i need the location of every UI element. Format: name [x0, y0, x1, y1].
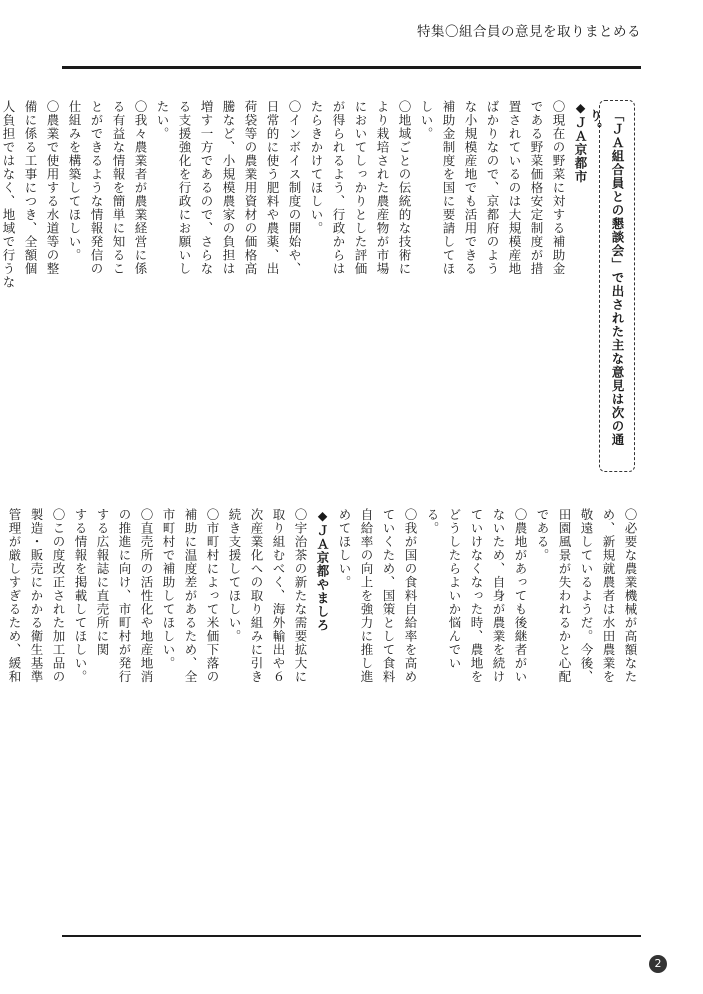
text-column: ていけなくなった時、農地を [469, 508, 484, 684]
text-column: る支援強化を行政にお願いし [177, 100, 192, 276]
text-column: ていくため、国策として食料 [381, 508, 396, 684]
text-column: ばかりなので、京都府のよう [485, 100, 500, 276]
text-column: 〇インボイス制度の開始や、 [287, 100, 302, 276]
article-band-upper [1, 100, 641, 500]
top-rule [62, 66, 641, 69]
text-column: である。 [535, 508, 550, 562]
text-column: 増す一方であるので、さらな [199, 100, 214, 276]
text-column: においてしっかりとした評価 [353, 100, 368, 276]
text-column: 〇この度改正された加工品の [51, 508, 66, 684]
text-column: 管理が厳しすぎるため、緩和 [7, 508, 22, 684]
text-column: 騰など、小規模農家の負担は [221, 100, 236, 276]
text-column: する情報を掲載してほしい。 [73, 508, 88, 684]
text-column: 荷袋等の農業用資材の価格高 [243, 100, 258, 276]
text-column: 〇宇治茶の新たな需要拡大に [293, 508, 308, 684]
text-column: 取り組むべく、海外輸出や６ [271, 508, 286, 684]
text-column: 〇我が国の食料自給率を高め [403, 508, 418, 684]
text-column: より栽培された農産物が市場 [375, 100, 390, 276]
callout-line: 「ＪＡ組合員との懇談会」で出された主な意見は次の通り。 [588, 109, 625, 447]
text-column: しい。 [419, 100, 434, 141]
text-column: 〇必要な農業機械が高額なた [623, 508, 638, 684]
callout-box [588, 100, 635, 472]
text-column: 人負担ではなく、地域で行うな [1, 100, 16, 289]
text-column: が得られるよう、行政からは [331, 100, 346, 276]
text-column: 〇農業で使用する水道等の整 [45, 100, 60, 276]
text-column: 〇地域ごとの伝統的な技術に [397, 100, 412, 276]
text-column: 市町村で補助してほしい。 [161, 508, 176, 670]
text-column: る有益な情報を簡単に知るこ [111, 100, 126, 276]
article-band-lower [7, 508, 641, 908]
text-column: 敬遠しているようだ。今後、 [579, 508, 594, 684]
text-column: する広報誌に直売所に関 [95, 508, 110, 657]
text-column: 補助に温度差があるため、全 [183, 508, 198, 684]
text-column: 〇我々農業者が農業経営に係 [133, 100, 148, 276]
text-column: たい。 [155, 100, 170, 141]
text-column: の推進に向け、市町村が発行 [117, 508, 132, 684]
text-column: 〇直売所の活性化や地産地消 [139, 508, 154, 684]
text-column: どうしたらよいか悩んでい [447, 508, 462, 670]
text-column: 製造・販売にかかる衛生基準 [29, 508, 44, 684]
text-column: めてほしい。 [337, 508, 352, 589]
section-heading: ◆ＪＡ京都やましろ [315, 508, 330, 632]
text-column: 〇現在の野菜に対する補助金 [551, 100, 566, 276]
header-title: 特集〇組合員の意見を取りまとめる [417, 24, 641, 40]
text-column: 続き支援してほしい。 [227, 508, 242, 643]
text-column: 日常的に使う肥料や農薬、出 [265, 100, 280, 276]
text-column: 置されているのは大規模産地 [507, 100, 522, 276]
text-column: 補助金制度を国に要請してほ [441, 100, 456, 276]
text-column: である野菜価格安定制度が措 [529, 100, 544, 276]
text-column: 〇市町村によって米価下落の [205, 508, 220, 684]
text-column: 備に係る工事につき、全額個 [23, 100, 38, 276]
text-column: 次産業化への取り組みに引き [249, 508, 264, 684]
text-column: ないため、自身が農業を続け [491, 508, 506, 684]
text-column: 自給率の向上を強力に推し進 [359, 508, 374, 684]
section-heading: ◆ＪＡ京都市 [573, 100, 588, 184]
text-column: 〇農地があっても後継者がい [513, 508, 528, 684]
text-column: たらきかけてほしい。 [309, 100, 324, 235]
text-column: る。 [425, 508, 440, 535]
text-column: な小規模産地でも活用できる [463, 100, 478, 276]
text-column: め、新規就農者は水田農業を [601, 508, 616, 684]
page-number: 2 [649, 955, 667, 973]
text-column: 仕組みを構築してほしい。 [67, 100, 82, 262]
text-column: 田園風景が失われるかと心配 [557, 508, 572, 684]
text-column: とができるような情報発信の [89, 100, 104, 276]
bottom-rule [62, 935, 641, 937]
